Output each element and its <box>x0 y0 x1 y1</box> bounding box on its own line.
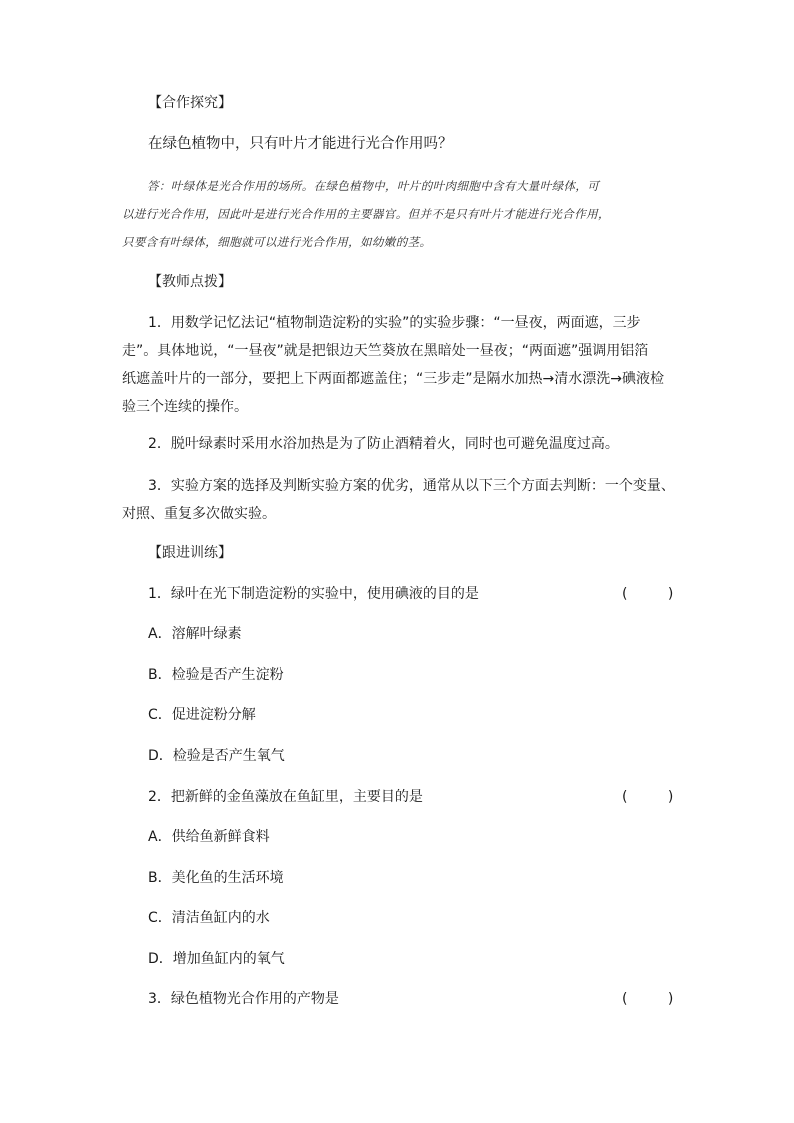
section-heading-training: 【跟进训练】 <box>148 545 232 561</box>
teacher-point-1-line-2: 走”。具体地说，“一昼夜”就是把银边天竺葵放在黑暗处一昼夜；“两面遮”强调用铝箔 <box>122 343 649 359</box>
section-heading-teacher: 【教师点拨】 <box>148 274 232 290</box>
question-2-answer-blank: ( ) <box>622 789 692 805</box>
question-2-option-d: D．增加鱼缸内的氧气 <box>148 951 285 967</box>
teacher-point-1-line-3: 纸遮盖叶片的一部分，要把上下两面都遮盖住；“三步走”是隔水加热→清水漂洗→碘液检 <box>122 371 664 387</box>
question-1-answer-blank: ( ) <box>622 586 692 602</box>
question-2-option-a: A．供给鱼新鲜食料 <box>148 829 270 845</box>
teacher-point-1-line-4: 验三个连续的操作。 <box>122 399 248 415</box>
question-3-answer-blank: ( ) <box>622 991 692 1007</box>
question-1-option-c: C．促进淀粉分解 <box>148 707 256 723</box>
question-1-stem: 1．绿叶在光下制造淀粉的实验中，使用碘液的目的是 <box>148 586 479 602</box>
answer-line-1: 答：叶绿体是光合作用的场所。在绿色植物中，叶片的叶肉细胞中含有大量叶绿体，可 <box>147 179 600 193</box>
question-3-stem: 3．绿色植物光合作用的产物是 <box>148 991 339 1007</box>
teacher-point-3-line-1: 3．实验方案的选择及判断实验方案的优劣，通常从以下三个方面去判断：一个变量、 <box>148 478 675 494</box>
question-2-option-c: C．清洁鱼缸内的水 <box>148 910 270 926</box>
section-heading-cooperate: 【合作探究】 <box>148 95 232 111</box>
question-2-stem: 2．把新鲜的金鱼藻放在鱼缸里，主要目的是 <box>148 789 423 805</box>
answer-line-3: 只要含有叶绿体，细胞就可以进行光合作用，如幼嫩的茎。 <box>122 235 432 249</box>
question-2-option-b: B．美化鱼的生活环境 <box>148 870 284 886</box>
question-1-option-a: A．溶解叶绿素 <box>148 626 242 642</box>
question-1-option-d: D．检验是否产生氧气 <box>148 748 285 764</box>
teacher-point-1-line-1: 1．用数学记忆法记“植物制造淀粉的实验”的实验步骤：“一昼夜，两面遮，三步 <box>148 315 641 331</box>
teacher-point-3-line-2: 对照、重复多次做实验。 <box>122 506 276 522</box>
cooperate-question: 在绿色植物中，只有叶片才能进行光合作用吗？ <box>148 136 453 152</box>
teacher-point-2: 2．脱叶绿素时采用水浴加热是为了防止酒精着火，同时也可避免温度过高。 <box>148 436 619 452</box>
answer-line-2: 以进行光合作用，因此叶是进行光合作用的主要器官。但并不是只有叶片才能进行光合作用， <box>122 207 610 221</box>
question-1-option-b: B．检验是否产生淀粉 <box>148 667 284 683</box>
